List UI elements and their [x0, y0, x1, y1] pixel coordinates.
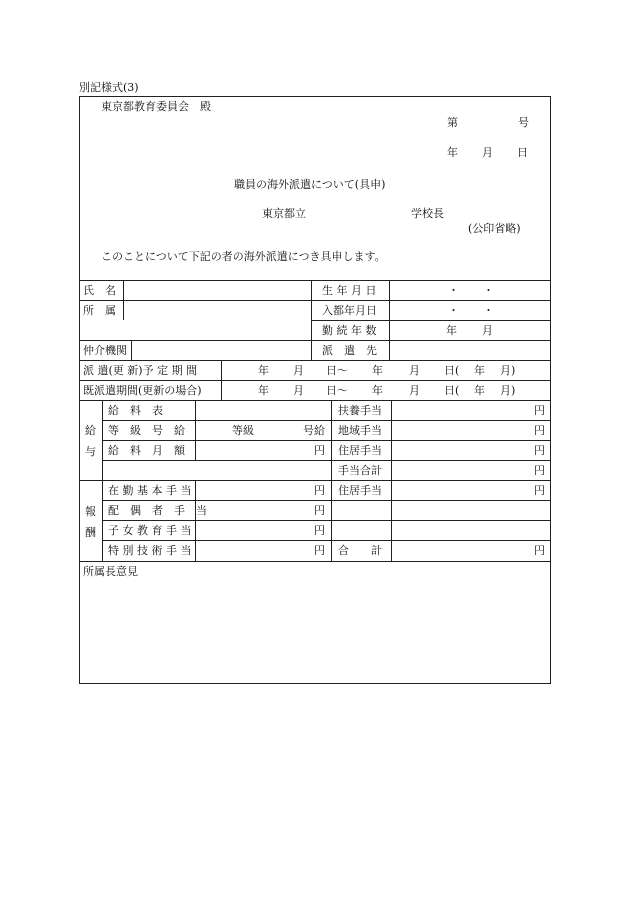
period-total-month: 月): [500, 364, 516, 377]
remuneration-group-char-1: 報: [85, 505, 96, 518]
grand-total-yen: 円: [534, 544, 545, 557]
past-total-month: 月): [500, 384, 516, 397]
period-from-month: 月: [293, 364, 304, 377]
grade-label: 等 級 号 給: [108, 424, 185, 437]
past-to-month: 月: [409, 384, 420, 397]
form-label: 別記様式(3): [79, 81, 139, 94]
period-to-day: 日(: [444, 364, 460, 377]
birth-dot-1: ・: [448, 284, 459, 297]
opinion-label: 所属長意見: [83, 565, 138, 578]
number-go: 号: [518, 116, 529, 129]
past-from-month: 月: [293, 384, 304, 397]
salary-group-char-1: 給: [85, 424, 96, 437]
child-allowance-label: 子 女 教 育 手 当: [108, 524, 192, 537]
regional-label: 地域手当: [338, 424, 382, 437]
seal-note: (公印省略): [468, 222, 521, 235]
step-unit: 号給: [303, 424, 325, 437]
period-to-year: 年: [372, 364, 383, 377]
monthly-label: 給 料 月 額: [108, 444, 185, 457]
regional-yen: 円: [534, 424, 545, 437]
affiliation-label: 所 属: [83, 304, 116, 317]
period-label: 派 遣(更 新)予 定 期 間: [83, 364, 198, 377]
base-allowance-yen: 円: [314, 484, 325, 497]
allowance-total-yen: 円: [534, 464, 545, 477]
birth-dot-2: ・: [483, 284, 494, 297]
past-to-year: 年: [372, 384, 383, 397]
date-year: 年: [447, 146, 458, 159]
tech-allowance-yen: 円: [314, 544, 325, 557]
remuneration-group-char-2: 酬: [85, 526, 96, 539]
school-prefix: 東京都立: [262, 207, 306, 220]
spouse-allowance-yen: 円: [314, 504, 325, 517]
hire-dot-1: ・: [448, 304, 459, 317]
number-dai: 第: [447, 116, 458, 129]
remuneration-housing-yen: 円: [534, 484, 545, 497]
child-allowance-yen: 円: [314, 524, 325, 537]
salary-schedule-label: 給 料 表: [108, 404, 163, 417]
hire-label: 入都年月日: [322, 304, 377, 317]
document-title: 職員の海外派遣について(具申): [234, 178, 386, 191]
allowance-total-label: 手当合計: [338, 464, 382, 477]
date-month: 月: [482, 146, 493, 159]
agency-label: 仲介機関: [83, 344, 127, 357]
service-month: 月: [482, 324, 493, 337]
past-period-label: 既派遣期間(更新の場合): [83, 384, 202, 397]
name-label: 氏 名: [83, 284, 116, 297]
statement: このことについて下記の者の海外派遣につき具申します。: [101, 250, 386, 263]
period-from-year: 年: [258, 364, 269, 377]
service-label: 勤 続 年 数: [322, 324, 377, 337]
past-to-day: 日(: [444, 384, 460, 397]
period-from-day: 日～: [326, 364, 348, 377]
grade-unit: 等級: [232, 424, 254, 437]
salary-housing-yen: 円: [534, 444, 545, 457]
tech-allowance-label: 特 別 技 術 手 当: [108, 544, 192, 557]
period-total-year: 年: [474, 364, 485, 377]
grand-total-label: 合 計: [338, 544, 382, 557]
past-total-year: 年: [474, 384, 485, 397]
period-to-month: 月: [409, 364, 420, 377]
monthly-yen: 円: [314, 444, 325, 457]
birth-label: 生 年 月 日: [322, 284, 377, 297]
destination-label: 派 遣 先: [322, 344, 377, 357]
spouse-allowance-label: 配 偶 者 手 当: [108, 504, 207, 517]
addressee: 東京都教育委員会 殿: [101, 100, 211, 113]
date-day: 日: [517, 146, 528, 159]
remuneration-housing-label: 住居手当: [338, 484, 382, 497]
dependent-label: 扶養手当: [338, 404, 382, 417]
salary-group-char-2: 与: [85, 445, 96, 458]
dependent-yen: 円: [534, 404, 545, 417]
past-from-day: 日～: [326, 384, 348, 397]
past-from-year: 年: [258, 384, 269, 397]
hire-dot-2: ・: [483, 304, 494, 317]
service-year: 年: [446, 324, 457, 337]
base-allowance-label: 在 勤 基 本 手 当: [108, 484, 192, 497]
school-suffix: 学校長: [411, 207, 444, 220]
salary-housing-label: 住居手当: [338, 444, 382, 457]
